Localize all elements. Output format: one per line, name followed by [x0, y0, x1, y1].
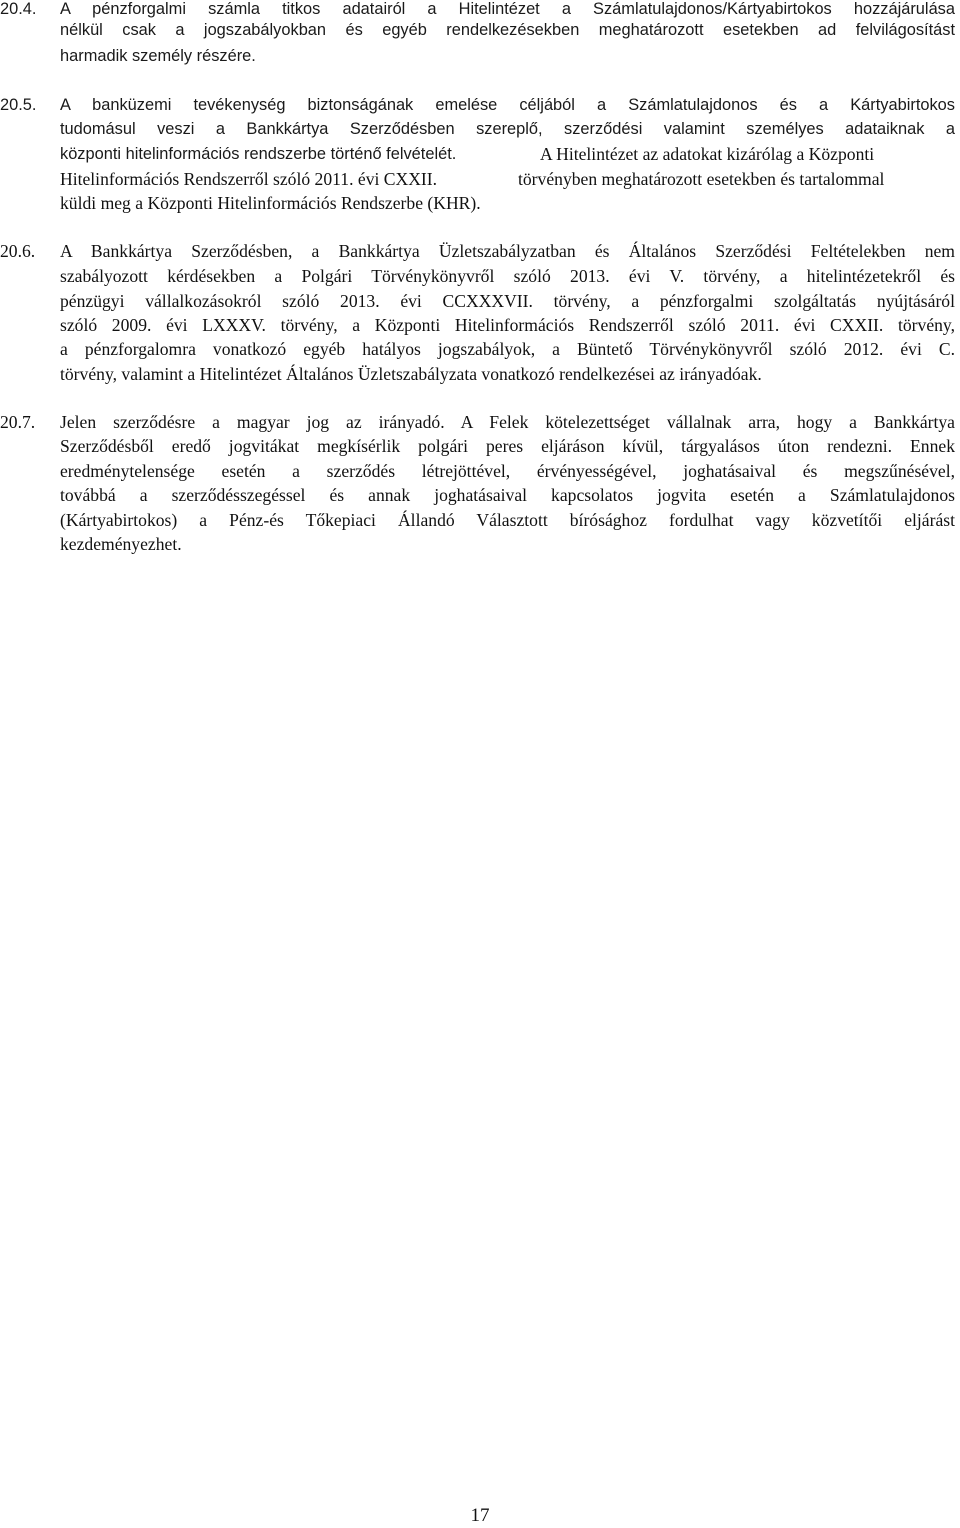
paragraph-line: harmadik személy részére. [60, 47, 256, 65]
paragraph-line: nélkül csak a jogszabályokban és egyéb rendelkezésekben meghatározott esetekben ad felvilágosítást [60, 21, 955, 39]
section-number: 20.6. [0, 241, 36, 261]
paragraph-line: Hitelinformációs Rendszerről szóló 2011. évi CXXII. [60, 169, 438, 189]
paragraph-line: kezdeményezhet. [60, 534, 182, 554]
paragraph-line: szóló 2009. évi LXXXV. törvény, a Központi Hitelinformációs Rendszerről szóló 2011. évi CXXII. törvény, [60, 315, 955, 335]
paragraph-line: eredménytelensége esetén a szerződés létrejöttével, érvényességével, joghatásaival és megszűnésével, [60, 461, 955, 481]
paragraph-line: küldi meg a Központi Hitelinformációs Rendszerbe (KHR). [60, 193, 481, 213]
section-number: 20.4. [0, 0, 37, 18]
section-number: 20.7. [0, 412, 36, 432]
paragraph-line: Jelen szerződésre a magyar jog az irányadó. A Felek kötelezettséget vállalnak arra, hogy a Bankkártya [60, 412, 955, 432]
paragraph-line: törvény, valamint a Hitelintézet Általános Üzletszabályzata vonatkozó rendelkezései az irányadóak. [60, 364, 762, 384]
paragraph-line: Szerződésből eredő jogvitákat megkísérlik polgári peres eljáráson kívül, tárgyalásos úton rendezni. Ennek [60, 436, 955, 456]
paragraph-line: A Hitelintézet az adatokat kizárólag a Központi [540, 144, 875, 164]
paragraph-line: tudomásul veszi a Bankkártya Szerződésben szereplő, szerződési valamint személyes adataiknak a [60, 120, 955, 138]
page-number: 17 [470, 1505, 490, 1526]
paragraph-line: központi hitelinformációs rendszerbe történő felvételét. [60, 145, 457, 163]
paragraph-line: A pénzforgalmi számla titkos adatairól a Hitelintézet a Számlatulajdonos/Kártyabirtokos hozzájárulása [60, 0, 955, 18]
paragraph-line: A banküzemi tevékenység biztonságának emelése céljából a Számlatulajdonos és a Kártyabirtokos [60, 96, 955, 114]
section-number: 20.5. [0, 96, 37, 114]
paragraph-line: szabályozott kérdésekben a Polgári Törvénykönyvről szóló 2013. évi V. törvény, a hitelintézetekről és [60, 266, 955, 286]
paragraph-line: pénzügyi vállalkozásokról szóló 2013. évi CCXXXVII. törvény, a pénzforgalmi szolgáltatás nyújtásáról [60, 291, 955, 311]
paragraph-line: törvényben meghatározott esetekben és tartalommal [518, 169, 885, 189]
paragraph-line: (Kártyabirtokos) a Pénz-és Tőkepiaci Állandó Választott bírósághoz fordulhat vagy közvetítői eljárást [60, 510, 955, 530]
paragraph-line: továbbá a szerződésszegéssel és annak joghatásaival kapcsolatos jogvita esetén a Számlatulajdonos [60, 485, 955, 505]
paragraph-line: a pénzforgalomra vonatkozó egyéb hatályos jogszabályok, a Büntető Törvénykönyvről szóló 2012. évi C. [60, 339, 955, 359]
paragraph-line: A Bankkártya Szerződésben, a Bankkártya Üzletszabályzatban és Általános Szerződési Feltételekben nem [60, 241, 955, 261]
